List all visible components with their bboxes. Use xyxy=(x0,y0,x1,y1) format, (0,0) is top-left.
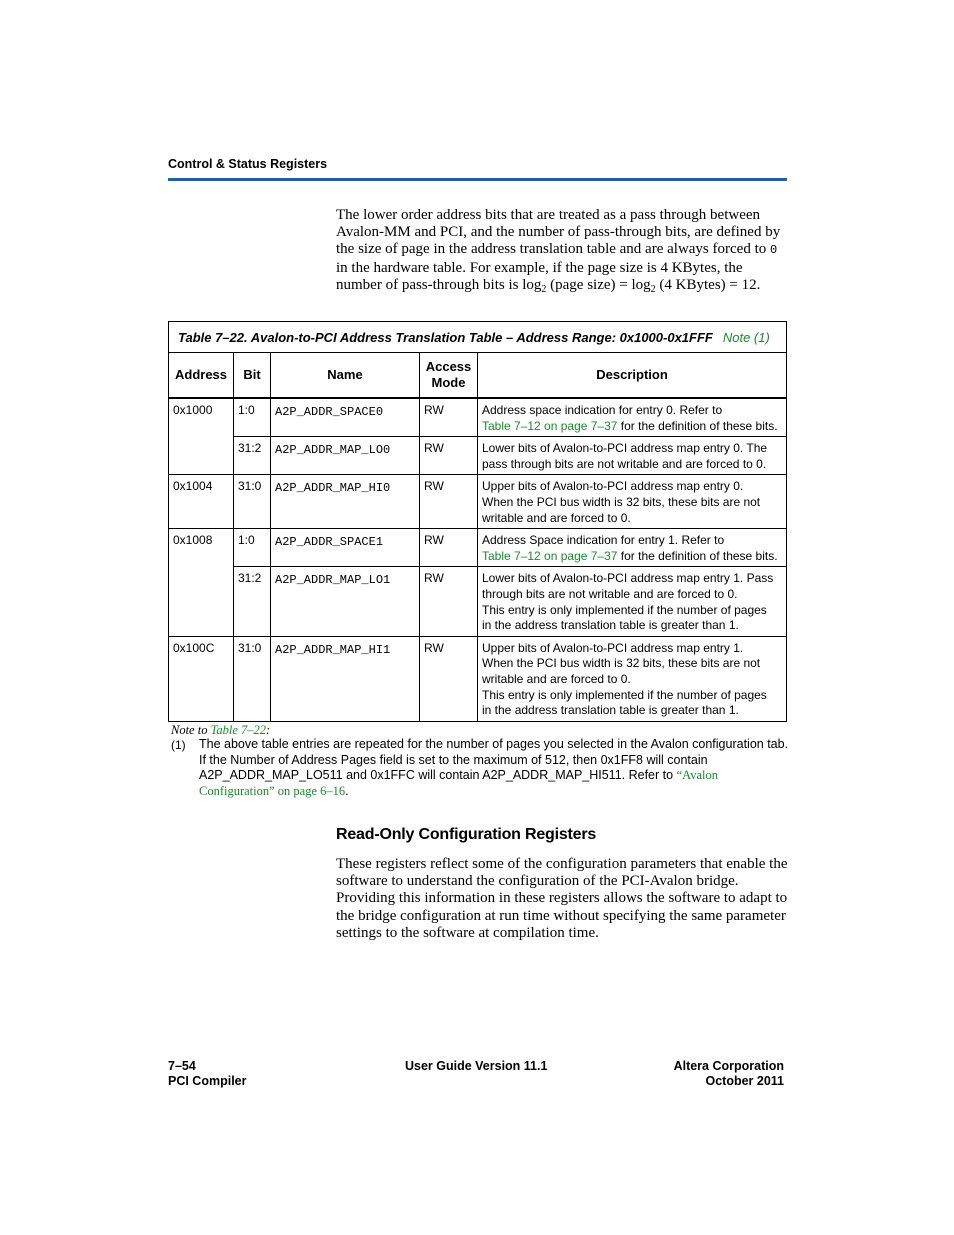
avalon-configuration-link-cont[interactable]: Configuration” on page 6–16 xyxy=(199,783,346,798)
note-title-suffix: : xyxy=(266,723,271,737)
note-title-prefix: Note to xyxy=(171,723,211,737)
table-header-row xyxy=(169,353,787,399)
note-number: (1) xyxy=(171,738,186,752)
table-note-title xyxy=(171,723,270,738)
col-header-access-line1: Access xyxy=(425,359,472,374)
intro-sub-1: 2 xyxy=(541,283,547,295)
cell-register-name: A2P_ADDR_MAP_HI1 xyxy=(271,636,420,721)
table-caption-note-link[interactable]: Note (1) xyxy=(722,329,770,345)
section-heading: Read-Only Configuration Registers xyxy=(336,826,597,843)
running-header-title: Control & Status Registers xyxy=(168,157,328,171)
description-line: Lower bits of Avalon-to-PCI address map entry 0. The xyxy=(482,441,768,456)
cell-description xyxy=(478,398,787,437)
table-row xyxy=(169,475,787,529)
description-line-with-link xyxy=(482,549,782,565)
intro-text-3: (page size) = log xyxy=(546,276,651,293)
note-end: . xyxy=(345,783,349,798)
description-line: This entry is only implemented if the number of pages xyxy=(482,687,767,702)
intro-paragraph xyxy=(336,207,788,294)
description-line: writable and are forced to 0. xyxy=(482,671,631,686)
description-link-suffix: for the definition of these bits. xyxy=(617,418,778,433)
cell-address: 0x1000 xyxy=(169,398,234,437)
intro-code-zero: 0 xyxy=(770,243,778,258)
footer-date: October 2011 xyxy=(705,1074,784,1088)
footer-page-number: 7–54 xyxy=(168,1059,196,1073)
description-link-suffix: for the definition of these bits. xyxy=(617,548,778,563)
description-line: When the PCI bus width is 32 bits, these bits are not xyxy=(482,656,761,671)
table-7-12-link[interactable]: Table 7–12 on page 7–37 xyxy=(482,548,618,563)
cell-bit: 31:0 xyxy=(234,475,271,529)
cell-register-name: A2P_ADDR_MAP_LO1 xyxy=(271,567,420,636)
col-header-name: Name xyxy=(271,353,420,399)
cell-access-mode: RW xyxy=(420,475,478,529)
header-rule xyxy=(168,178,787,181)
cell-description xyxy=(478,475,787,529)
intro-text-4: (4 KBytes) = 12. xyxy=(655,276,761,293)
footer-guide-version: User Guide Version 11.1 xyxy=(405,1059,548,1073)
note-line: If the Number of Address Pages field is set to the maximum of 512, then 0x1FF8 will contain xyxy=(199,752,708,767)
col-header-description: Description xyxy=(478,353,787,399)
cell-description xyxy=(478,529,787,567)
description-line: This entry is only implemented if the number of pages xyxy=(482,602,767,617)
note-table-ref-link[interactable]: Table 7–22 xyxy=(210,723,267,737)
col-header-access-mode xyxy=(420,353,478,399)
table-row xyxy=(169,398,787,437)
cell-access-mode: RW xyxy=(420,529,478,567)
address-translation-table xyxy=(168,321,787,722)
intro-sub-2: 2 xyxy=(650,283,656,295)
cell-description xyxy=(478,437,787,475)
cell-register-name: A2P_ADDR_SPACE0 xyxy=(271,398,420,437)
description-line: pass through bits are not writable and are forced to 0. xyxy=(482,456,767,471)
intro-text-2: in the hardware table. For example, if the page size is 4 KBytes, the number of pass-through bits is log xyxy=(336,259,743,293)
cell-address: 0x100C xyxy=(169,636,234,721)
cell-access-mode: RW xyxy=(420,437,478,475)
intro-text-1: The lower order address bits that are treated as a pass through between Avalon-MM and PCI, and the number of pass-through bits, are defined by the size of page in the address translation table and are always forced to xyxy=(336,207,781,258)
cell-address: 0x1004 xyxy=(169,475,234,529)
cell-address xyxy=(169,437,234,475)
description-line: When the PCI bus width is 32 bits, these bits are not xyxy=(482,494,761,509)
table-row xyxy=(169,567,787,636)
footer-company: Altera Corporation xyxy=(673,1059,784,1073)
cell-bit: 31:2 xyxy=(234,567,271,636)
description-line: in the address translation table is greater than 1. xyxy=(482,618,739,633)
cell-address xyxy=(169,567,234,636)
description-line: Upper bits of Avalon-to-PCI address map entry 1. xyxy=(482,640,744,655)
description-line-with-link xyxy=(482,419,782,435)
description-line: Address Space indication for entry 1. Refer to xyxy=(482,533,725,548)
description-line: Address space indication for entry 0. Refer to xyxy=(482,403,723,417)
description-line: Lower bits of Avalon-to-PCI address map entry 1. Pass xyxy=(482,571,774,586)
col-header-address: Address xyxy=(169,353,234,399)
table-caption-text: Table 7–22. Avalon-to-PCI Address Translation Table – Address Range: 0x1000-0x1FFF xyxy=(178,329,713,345)
description-line: in the address translation table is greater than 1. xyxy=(482,703,739,718)
cell-address: 0x1008 xyxy=(169,529,234,567)
cell-bit: 1:0 xyxy=(234,398,271,437)
table-caption xyxy=(169,322,787,353)
section-paragraph: These registers reflect some of the configuration parameters that enable the software to understand the configuration of the PCI-Avalon bridge. Providing this information in these registers allows the software to adapt to the bridge configuration at run time without specifying the same parameter settings to the software at compilation time. xyxy=(336,856,788,941)
col-header-access-line2: Mode xyxy=(431,375,466,390)
cell-description xyxy=(478,567,787,636)
cell-register-name: A2P_ADDR_SPACE1 xyxy=(271,529,420,567)
description-line: writable and are forced to 0. xyxy=(482,510,631,525)
note-body xyxy=(199,737,789,799)
avalon-configuration-link[interactable]: “Avalon xyxy=(676,768,718,782)
footer-product: PCI Compiler xyxy=(168,1074,247,1088)
description-line: through bits are not writable and are forced to 0. xyxy=(482,586,738,601)
footer-left xyxy=(168,1059,247,1089)
note-line: A2P_ADDR_MAP_LO511 and 0x1FFC will contain A2P_ADDR_MAP_HI511. Refer to xyxy=(199,768,677,782)
cell-access-mode: RW xyxy=(420,567,478,636)
cell-access-mode: RW xyxy=(420,636,478,721)
table-row xyxy=(169,529,787,567)
footer-right xyxy=(674,1059,784,1089)
description-line: Upper bits of Avalon-to-PCI address map entry 0. xyxy=(482,479,744,494)
cell-access-mode: RW xyxy=(420,398,478,437)
cell-register-name: A2P_ADDR_MAP_LO0 xyxy=(271,437,420,475)
table-7-12-link[interactable]: Table 7–12 on page 7–37 xyxy=(482,418,618,433)
cell-bit: 1:0 xyxy=(234,529,271,567)
cell-description xyxy=(478,636,787,721)
col-header-bit: Bit xyxy=(234,353,271,399)
cell-bit: 31:2 xyxy=(234,437,271,475)
note-line: The above table entries are repeated for the number of pages you selected in the Avalon configuration tab. xyxy=(199,737,789,751)
cell-bit: 31:0 xyxy=(234,636,271,721)
cell-register-name: A2P_ADDR_MAP_HI0 xyxy=(271,475,420,529)
table-row xyxy=(169,437,787,475)
table-row xyxy=(169,636,787,721)
